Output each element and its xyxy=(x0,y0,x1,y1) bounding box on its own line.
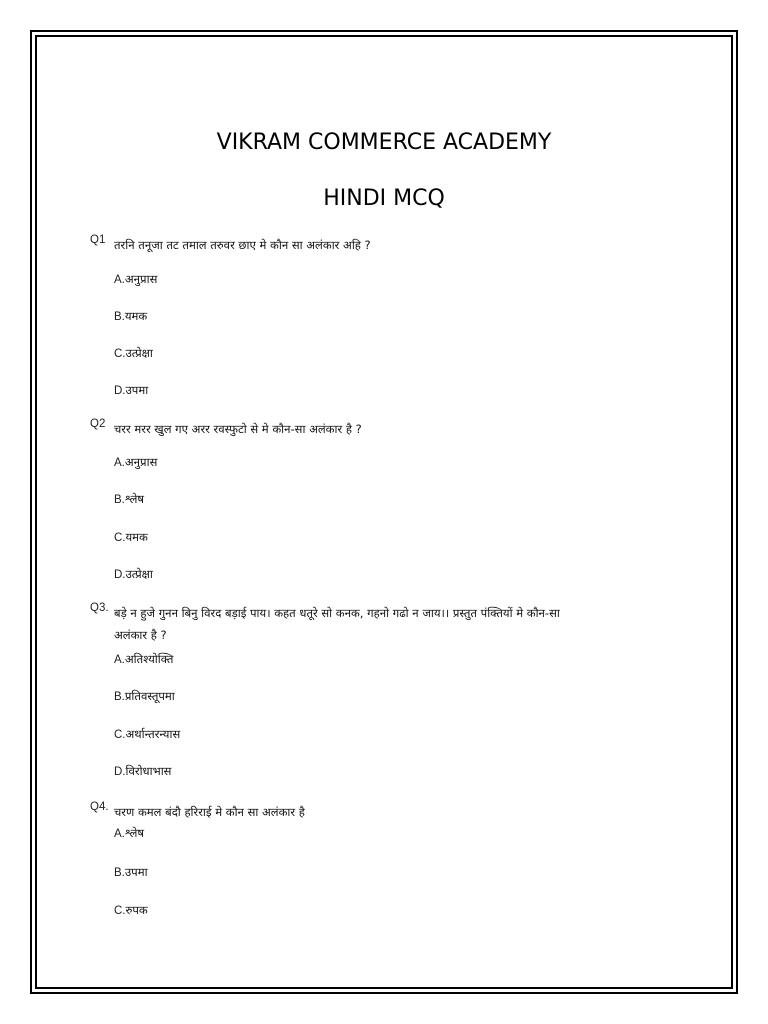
option-text: अर्थान्तरन्यास xyxy=(125,727,181,741)
option-text: श्लेष xyxy=(124,826,145,840)
question-number: Q1 xyxy=(90,234,106,246)
option-letter: D. xyxy=(114,766,126,778)
question-text: तरनि तनूजा तट तमाल तरुवर छाए मे कौन सा अलंकार अहि ? xyxy=(114,238,371,252)
question-text: चरण कमल बंदौ हरिराई मे कौन सा अलंकार है xyxy=(114,805,305,819)
option-text: उपमा xyxy=(124,865,148,879)
option-item xyxy=(114,272,157,287)
option-item xyxy=(114,567,153,582)
option-letter: D. xyxy=(114,385,126,397)
question-number: Q2 xyxy=(90,418,106,430)
option-item xyxy=(114,383,148,398)
option-text: विरोधाभास xyxy=(125,764,172,778)
option-text: उपमा xyxy=(125,383,149,397)
option-letter: B. xyxy=(114,311,125,323)
option-text: अतिश्योक्ति xyxy=(124,652,174,666)
option-letter: A. xyxy=(114,828,125,840)
page-border-outer xyxy=(30,30,738,994)
option-item xyxy=(114,727,180,742)
option-item xyxy=(114,530,148,545)
option-text: श्लेष xyxy=(124,492,145,506)
academy-title: VIKRAM COMMERCE ACADEMY xyxy=(216,130,552,155)
option-letter: B. xyxy=(114,691,125,703)
option-item xyxy=(114,455,157,470)
option-letter: A. xyxy=(114,457,125,469)
option-letter: A. xyxy=(114,654,125,666)
question-text: चरर मरर खुल गए अरर रवस्फुटो से मे कौन-सा अलंकार है ? xyxy=(114,422,362,436)
option-text: उत्प्रेक्षा xyxy=(125,567,153,581)
option-text: यमक xyxy=(125,530,148,544)
option-text: उत्प्रेक्षा xyxy=(125,346,153,360)
option-letter: D. xyxy=(114,569,126,581)
option-letter: C. xyxy=(114,348,126,360)
option-item xyxy=(114,346,153,361)
option-item xyxy=(114,826,144,841)
option-letter: C. xyxy=(114,905,126,917)
question-number: Q3. xyxy=(90,602,109,614)
option-text: प्रतिवस्तूपमा xyxy=(124,689,175,703)
option-item xyxy=(114,492,144,507)
question-number: Q4. xyxy=(90,801,109,813)
question-text-line1: बड़े न हुजे गुनन बिनु विरद बड़ाई पाय। कहत धतूरे सो कनक, गहनो गढो न जाय।। प्रस्तुत पंक्तियों मे कौन-सा xyxy=(114,606,560,620)
question-text-line2: अलंकार है ? xyxy=(114,628,167,642)
option-text: रुपक xyxy=(125,903,148,917)
option-item xyxy=(114,865,148,880)
option-item xyxy=(114,652,173,667)
option-text: यमक xyxy=(124,309,148,323)
option-item xyxy=(114,689,175,704)
option-item xyxy=(114,903,148,918)
subject-title: HINDI MCQ xyxy=(323,186,445,211)
option-item xyxy=(114,309,147,324)
option-letter: C. xyxy=(114,532,126,544)
option-letter: A. xyxy=(114,274,125,286)
option-text: अनुप्रास xyxy=(124,455,158,469)
option-letter: C. xyxy=(114,729,126,741)
option-letter: B. xyxy=(114,867,125,879)
option-letter: B. xyxy=(114,494,125,506)
page-border-inner xyxy=(35,35,733,989)
option-item xyxy=(114,764,171,779)
option-text: अनुप्रास xyxy=(124,272,158,286)
